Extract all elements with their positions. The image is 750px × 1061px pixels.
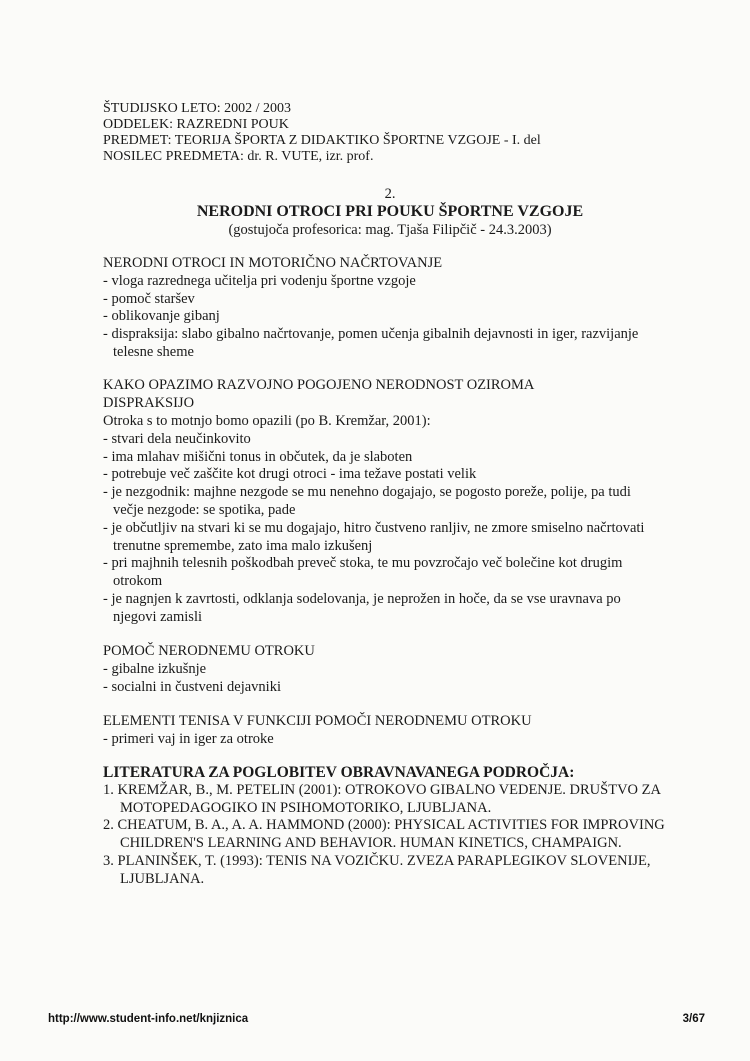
list-item: - primeri vaj in iger za otroke [103,730,274,747]
section-4 [103,713,663,749]
list-item: - je občutljiv na stvari ki se mu dogajajo, hitro čustveno ranljiv, ne zmore smiselno načrtovati trenutne spremembe, zato ima malo izkušenj [103,519,645,554]
list-item: - gibalne izkušnje [103,660,207,677]
section-2-body [103,413,663,627]
header-line: NOSILEC PREDMETA: dr. R. VUTE, izr. prof. [103,149,374,164]
header-line: ŠTUDIJSKO LETO: 2002 / 2003 [103,101,291,116]
list-item: - potrebuje več zaščite kot drugi otroci - ima težave postati velik [103,466,477,483]
section-2 [103,377,573,413]
literature-heading: LITERATURA ZA POGLOBITEV OBRAVNAVANEGA PODROČJA: [103,764,575,781]
list-item: - ima mlahav mišični tonus in občutek, da je slaboten [103,448,413,465]
title-block [150,185,630,239]
section-heading: NERODNI OTROCI IN MOTORIČNO NAČRTOVANJE [103,255,443,271]
list-item: - vloga razrednega učitelja pri vodenju športne vzgoje [103,272,416,289]
section-heading: KAKO OPAZIMO RAZVOJNO POGOJENO NERODNOST OZIROMA DISPRAKSIJO [103,377,534,411]
list-item: - stvari dela neučinkovito [103,430,251,447]
list-item: - dispraksija: slabo gibalno načrtovanje, pomen učenja gibalnih dejavnosti in iger, razvijanje telesne sheme [103,326,639,360]
list-item: - pri majhnih telesnih poškodbah preveč stoka, te mu povzročajo več bolečine kot drugim otrokom [103,555,623,590]
section-heading: ELEMENTI TENISA V FUNKCIJI POMOČI NERODNEMU OTROKU [103,713,532,729]
lecture-number: 2. [384,186,396,202]
literature-item: 1. KREMŽAR, B., M. PETELIN (2001): OTROKOVO GIBALNO VEDENJE. DRUŠTVO ZA MOTOPEDAGOGIKO IN PSIHOMOTORIKO, LJUBLJANA. [103,781,661,816]
section-3 [103,643,663,696]
list-item: - socialni in čustveni dejavniki [103,678,281,695]
footer-url[interactable]: http://www.student-info.net/knjiznica [48,1013,249,1025]
list-item: - oblikovanje gibanj [103,308,220,325]
literature-item: 2. CHEATUM, B. A., A. A. HAMMOND (2000): PHYSICAL ACTIVITIES FOR IMPROVING CHILDREN'S LEARNING AND BEHAVIOR. HUMAN KINETICS, CHAMPAIGN. [103,817,665,852]
page-subtitle: (gostujoča profesorica: mag. Tjaša Filipčič - 24.3.2003) [228,222,552,238]
list-item: - je nagnjen k zavrtosti, odklanja sodelovanja, je neprožen in hoče, da se vse uravnava po njegovi zamisli [103,590,621,625]
document-header [103,101,663,165]
header-line: ODDELEK: RAZREDNI POUK [103,117,289,132]
list-item: - pomoč staršev [103,290,195,307]
header-line: PREDMET: TEORIJA ŠPORTA Z DIDAKTIKO ŠPORTNE VZGOJE - I. del [103,133,541,148]
page-title: NERODNI OTROCI PRI POUKU ŠPORTNE VZGOJE [196,203,584,220]
section-intro: Otroka s to motnjo bomo opazili (po B. Kremžar, 2001): [103,413,431,429]
literature-item: 3. PLANINŠEK, T. (1993): TENIS NA VOZIČKU. ZVEZA PARAPLEGIKOV SLOVENIJE, LJUBLJANA. [103,852,651,887]
section-1 [103,255,663,362]
section-heading: POMOČ NERODNEMU OTROKU [103,643,315,659]
page-number: 3/67 [682,1013,705,1025]
list-item: - je nezgodnik: majhne nezgode se mu nenehno dogajajo, se pogosto poreže, polije, pa tudi večje nezgode: se spotika, pade [103,484,631,518]
literature-section [103,764,678,889]
